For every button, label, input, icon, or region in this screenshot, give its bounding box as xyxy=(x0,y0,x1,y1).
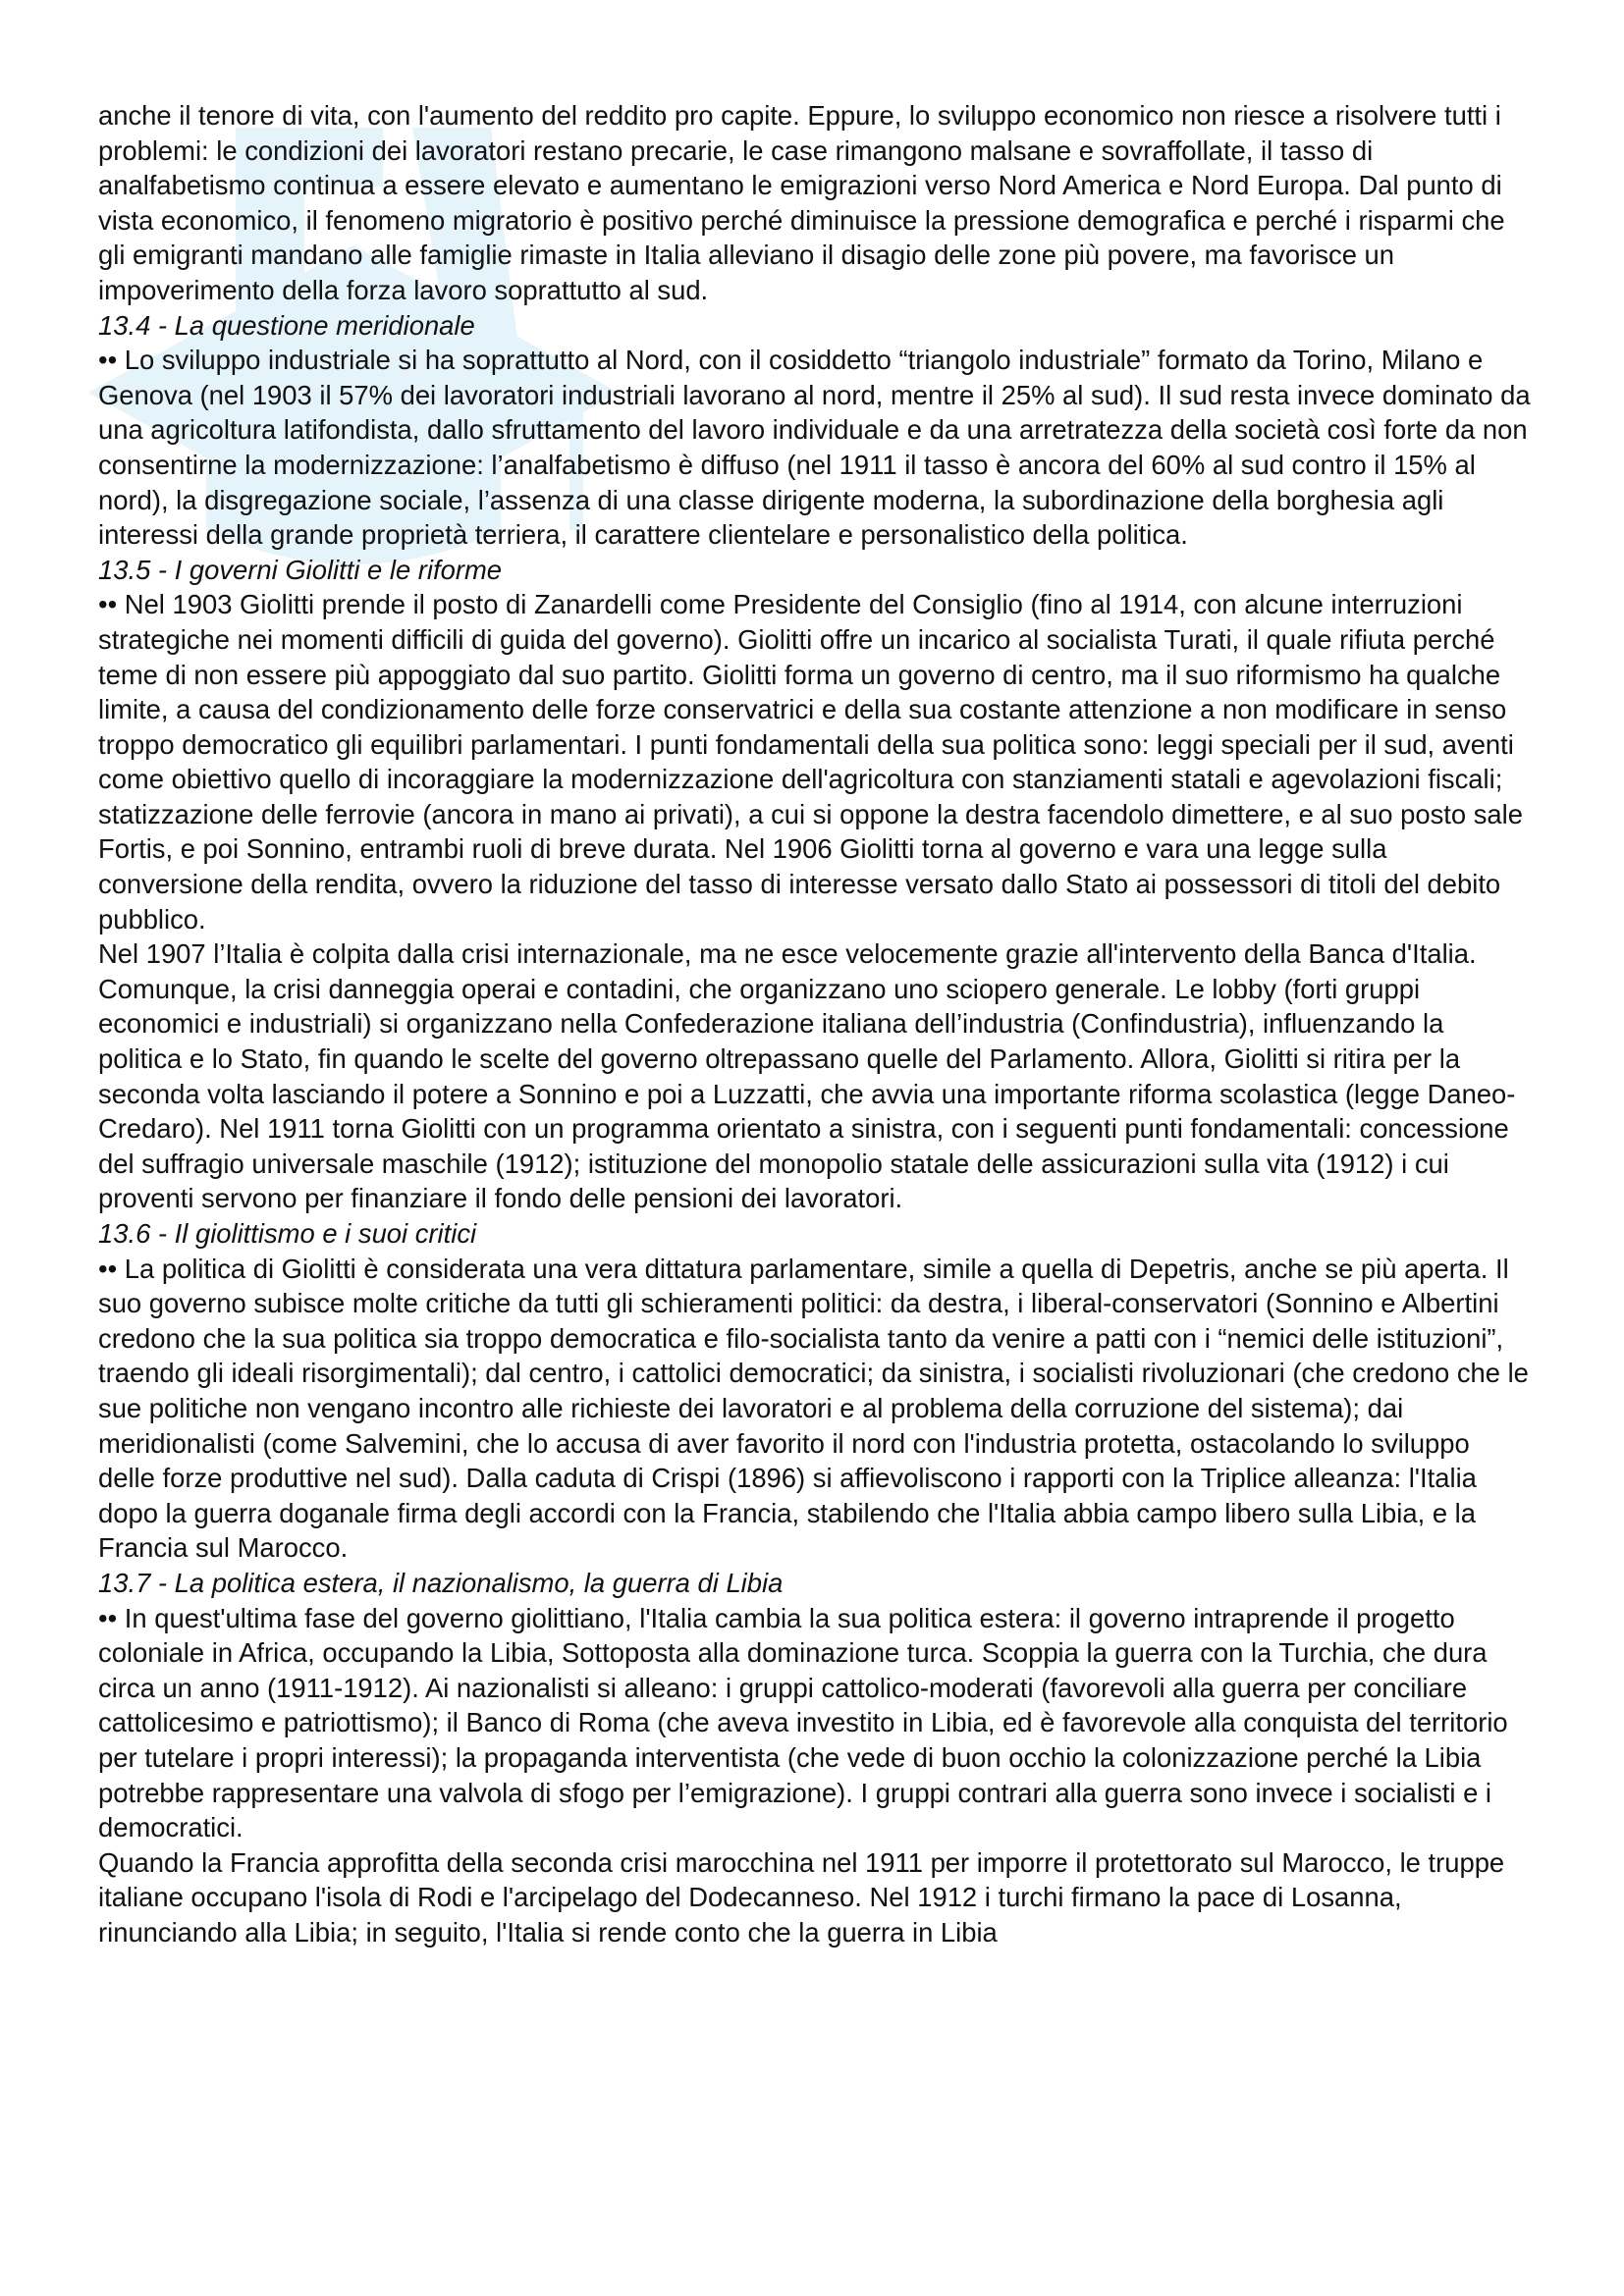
section-paragraph: •• Nel 1903 Giolitti prende il posto di Zanardelli come Presidente del Consiglio (fino al 1914, con alcune interruzioni strategiche nei momenti difficili di guida del governo). Giolitti offre un incarico al socialista Turati, il quale rifiuta perché teme di non essere più appoggiato dal suo partito. Giolitti forma un governo di centro, ma il suo riformismo ha qualche limite, a causa del condizionamento delle forze conservatrici e della sua costante attenzione a non modificare in senso troppo democratico gli equilibri parlamentari. I punti fondamentali della sua politica sono: leggi speciali per il sud, aventi come obiettivo quello di incoraggiare la modernizzazione dell'agricoltura con stanziamenti statali e agevolazioni fiscali; statizzazione delle ferrovie (ancora in mano ai privati), a cui si oppone la destra facendolo dimettere, e al suo posto sale Fortis, e poi Sonnino, entrambi ruoli di breve durata. Nel 1906 Giolitti torna al governo e vara una legge sulla conversione della rendita, ovvero la riduzione del tasso di interesse versato dallo Stato ai possessori di titoli del debito pubblico. xyxy=(98,589,1523,934)
section-heading: 13.6 - Il giolittismo e i suoi critici xyxy=(98,1218,477,1249)
intro-paragraph: anche il tenore di vita, con l'aumento del reddito pro capite. Eppure, lo sviluppo economico non riesce a risolvere tutti i problemi: le condizioni dei lavoratori restano precarie, le case rimangono malsane e sovraffollate, il tasso di analfabetismo continua a essere elevato e aumentano le emigrazioni verso Nord America e Nord Europa. Dal punto di vista economico, il fenomeno migratorio è positivo perché diminuisce la pressione demografica e perché i risparmi che gli emigranti mandano alle famiglie rimaste in Italia alleviano il disagio delle zone più povere, ma favorisce un impoverimento della forza lavoro soprattutto al sud. xyxy=(98,100,1505,305)
section-paragraph: Quando la Francia approfitta della seconda crisi marocchina nel 1911 per imporre il protettorato sul Marocco, le truppe italiane occupano l'isola di Rodi e l'arcipelago del Dodecanneso. Nel 1912 i turchi firmano la pace di Losanna, rinunciando alla Libia; in seguito, l'Italia si rende conto che la guerra in Libia xyxy=(98,1846,1505,1948)
section-giolittismo-critici xyxy=(98,1216,1532,1566)
section-governi-giolitti xyxy=(98,553,1532,1216)
section-paragraph: •• La politica di Giolitti è considerata una vera dittatura parlamentare, simile a quella di Depetris, anche se più aperta. Il suo governo subisce molte critiche da tutti gli schieramenti politici: da destra, i liberal-conservatori (Sonnino e Albertini credono che la sua politica sia troppo democratica e filo-socialista tanto da venire a patti con i “nemici delle istituzioni”, traendo gli ideali risorgimentali); dal centro, i cattolici democratici; da sinistra, i socialisti rivoluzionari (che credono che le sue politiche non vengano incontro alle richieste dei lavoratori e al problema della corruzione del sistema); dai meridionalisti (come Salvemini, che lo accusa di aver favorito il nord con l'industria protetta, ostacolando lo sviluppo delle forze produttive nel sud). Dalla caduta di Crispi (1896) si affievoliscono i rapporti con la Triplice alleanza: l'Italia dopo la guerra doganale firma degli accordi con la Francia, stabilendo che l'Italia abbia campo libero sulla Libia, e la Francia sul Marocco. xyxy=(98,1253,1529,1564)
section-paragraph: •• In quest'ultima fase del governo giolittiano, l'Italia cambia la sua politica estera: il governo intraprende il progetto coloniale in Africa, occupando la Libia, Sottoposta alla dominazione turca. Scoppia la guerra con la Turchia, che dura circa un anno (1911-1912). Ai nazionalisti si alleano: i gruppi cattolico-moderati (favorevoli alla guerra per conciliare cattolicesimo e patriottismo); il Banco di Roma (che aveva investito in Libia, ed è favorevole alla conquista del territorio per tutelare i propri interessi); la propaganda interventista (che vede di buon occhio la colonizzazione perché la Libia potrebbe rappresentare una valvola di sfogo per l’emigrazione). I gruppi contrari alla guerra sono invece i socialisti e i democratici. xyxy=(98,1602,1508,1843)
section-heading: 13.7 - La politica estera, il nazionalismo, la guerra di Libia xyxy=(98,1567,784,1598)
section-heading: 13.4 - La questione meridionale xyxy=(98,309,475,341)
document-page xyxy=(98,98,1532,1949)
section-questione-meridionale xyxy=(98,308,1532,553)
section-politica-estera xyxy=(98,1566,1532,1950)
section-paragraph: •• Lo sviluppo industriale si ha soprattutto al Nord, con il cosiddetto “triangolo industriale” formato da Torino, Milano e Genova (nel 1903 il 57% dei lavoratori industriali lavorano al nord, mentre il 25% al sud). Il sud resta invece dominato da una agricoltura latifondista, dallo sfruttamento del lavoro individuale e da una arretratezza della società così forte da non consentirne la modernizzazione: l’analfabetismo è diffuso (nel 1911 il tasso è ancora del 60% al sud contro il 15% al nord), la disgregazione sociale, l’assenza di una classe dirigente moderna, la subordinazione della borghesia agli interessi della grande proprietà terriera, il carattere clientelare e personalistico della politica. xyxy=(98,345,1531,551)
section-paragraph: Nel 1907 l’Italia è colpita dalla crisi internazionale, ma ne esce velocemente grazie all'intervento della Banca d'Italia. Comunque, la crisi danneggia operai e contadini, che organizzano uno sciopero generale. Le lobby (forti gruppi economici e industriali) si organizzano nella Confederazione italiana dell’industria (Confindustria), influenzando la politica e lo Stato, fin quando le scelte del governo oltrepassano quelle del Parlamento. Allora, Giolitti si ritira per la seconda volta lasciando il potere a Sonnino e poi a Luzzatti, che avvia una importante riforma scolastica (legge Daneo-Credaro). Nel 1911 torna Giolitti con un programma orientato a sinistra, con i seguenti punti fondamentali: concessione del suffragio universale maschile (1912); istituzione del monopolio statale delle assicurazioni sulla vita (1912) i cui proventi servono per finanziare il fondo delle pensioni dei lavoratori. xyxy=(98,938,1516,1214)
section-heading: 13.5 - I governi Giolitti e le riforme xyxy=(98,554,503,585)
